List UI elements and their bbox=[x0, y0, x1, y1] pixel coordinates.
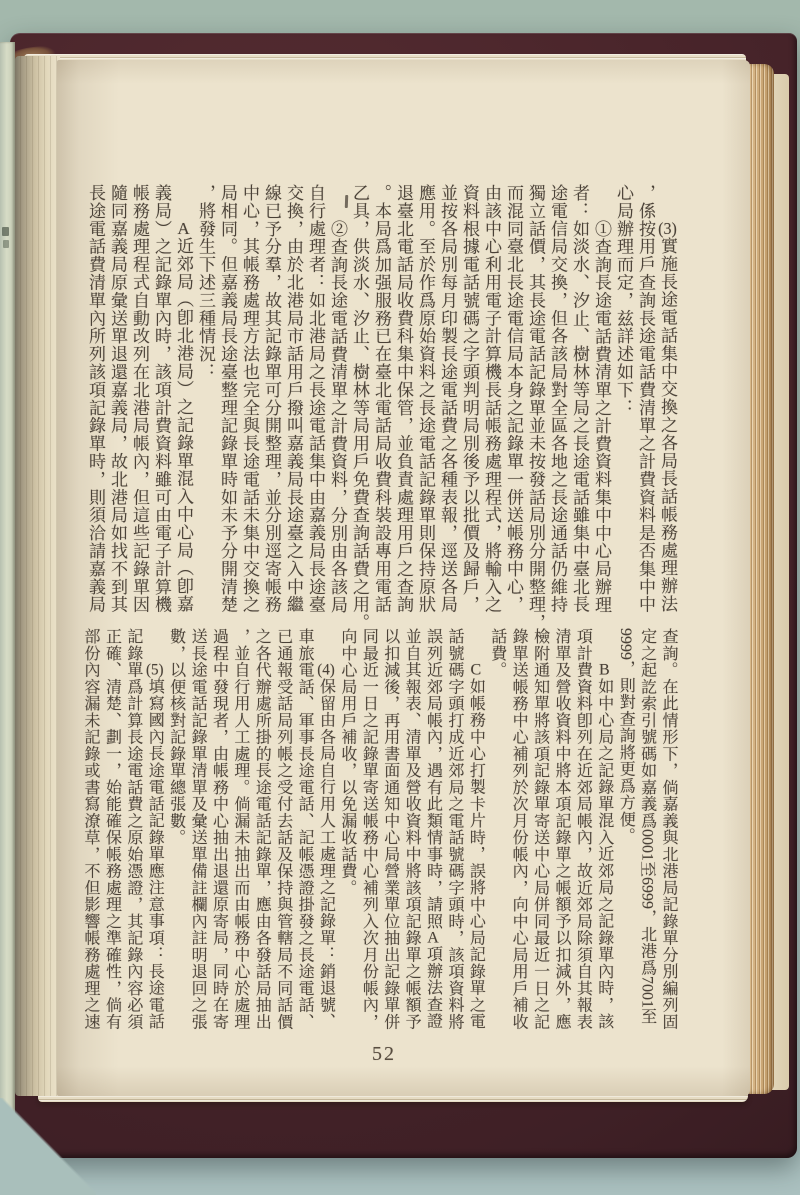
text-segment: 0001至6999 bbox=[638, 829, 656, 910]
text-column bbox=[272, 628, 293, 1040]
text-column bbox=[370, 184, 392, 624]
text-segment: B bbox=[598, 661, 610, 678]
text-segment: 保留由各局自行用人工處理之記錄單：銷退號、 bbox=[317, 677, 335, 1030]
text-segment: 9999 bbox=[617, 628, 635, 660]
text-column bbox=[636, 628, 657, 1040]
text-segment: 線已予分羣，故其記錄單可分開整理，並分別逕寄帳務 bbox=[262, 184, 281, 614]
text-column bbox=[187, 628, 208, 1040]
text-column bbox=[551, 628, 572, 1040]
text-column bbox=[444, 628, 465, 1040]
text-segment: 之各代辦處所掛的長途電話記錄單，應由各發話局抽出 bbox=[253, 628, 271, 1030]
text-segment: (5) bbox=[145, 661, 164, 678]
text-segment: 清單及營收資料中將本項記錄單之帳額予以扣減外，應 bbox=[552, 628, 570, 1030]
text-column bbox=[208, 628, 229, 1040]
text-segment: 過程中發現者，由帳務中心抽出退還原寄局，同時在寄 bbox=[210, 628, 228, 1030]
text-column bbox=[486, 628, 507, 1040]
text-segment: C bbox=[470, 661, 482, 678]
text-segment: 車旅電話、軍事長途電話、記帳憑證掛發之長途電話、 bbox=[296, 628, 314, 1030]
text-segment: 而混同臺北長途電信局本身之記錄單一併送帳務中心， bbox=[504, 184, 523, 614]
text-column bbox=[401, 628, 422, 1040]
text-segment: 局相同。但嘉義局長途臺整理記錄單時如未予分開清楚 bbox=[218, 184, 237, 614]
text-column bbox=[480, 184, 502, 624]
text-segment: 部份內容漏未記錄或書寫潦草，不但影響帳務處理之速 bbox=[82, 628, 100, 1030]
text-column bbox=[150, 184, 172, 624]
text-segment: 帳務處理程式自動改列在北港局帳內，但這些記錄單因 bbox=[130, 184, 149, 614]
text-column bbox=[656, 184, 678, 624]
text-segment: 錄單送帳務中心補列於次月份帳內，向中心局用戶補收 bbox=[510, 628, 528, 1030]
text-segment: 乙具，供淡水、汐止、樹林等局用戶免費查詢話費之用。 bbox=[350, 184, 369, 632]
text-segment: 7001 bbox=[638, 976, 656, 1009]
text-segment: ，則對查詢將更爲方便。 bbox=[617, 660, 635, 845]
text-column bbox=[422, 628, 443, 1040]
text-column bbox=[294, 628, 315, 1040]
text-column bbox=[144, 628, 165, 1040]
text-column bbox=[194, 184, 216, 624]
text-column bbox=[229, 628, 250, 1040]
text-segment: 送長途電話記錄單清單及彙送單備註欄內註明退回之張 bbox=[189, 628, 207, 1030]
text-column bbox=[80, 628, 101, 1040]
page-number: 52 bbox=[372, 1043, 396, 1065]
text-segment: 如帳務中心打製卡片時，誤將中心局記錄單之電 bbox=[467, 677, 485, 1030]
text-segment: 已通報受話局列帳之受付去話及保持與管轄局不同話價 bbox=[274, 628, 292, 1030]
text-segment: 以扣減後，再用書面通知中心局營業單位抽出記錄單併 bbox=[381, 628, 399, 1030]
text-column bbox=[238, 184, 260, 624]
text-segment: 應用。至於作爲原始資料之長途電話記錄單則保持原狀 bbox=[416, 184, 435, 614]
text-segment: 資料根據電話號碼之字頭判明局別後予以批價及歸戶， bbox=[460, 184, 479, 614]
text-column bbox=[436, 184, 458, 624]
text-segment: 檢附通知單將該項記錄單寄送中心局併同最近一日之記 bbox=[531, 628, 549, 1030]
text-segment: 項計費資料卽列在近郊局帳內，故近郊局除須自其報表 bbox=[574, 628, 592, 1030]
text-column bbox=[590, 184, 612, 624]
text-column bbox=[524, 184, 546, 632]
text-segment: 。本局爲加强服務已在臺北電話局收費科裝設專用電話 bbox=[372, 184, 391, 614]
text-segment: ，北港爲 bbox=[638, 909, 656, 977]
text-column bbox=[84, 184, 106, 624]
text-column bbox=[529, 628, 550, 1040]
text-segment: 數，以便核對記錄單總張數。 bbox=[167, 628, 185, 846]
text-segment: (4) bbox=[317, 661, 335, 678]
text-segment: 同最近一日之記錄單寄送帳務中心補列入次月份帳內， bbox=[360, 628, 378, 1030]
adjacent-page-text-fragment bbox=[3, 240, 9, 248]
text-segment: 隨同嘉義局原彙送單退還嘉義局，故北港局如找不到其 bbox=[108, 184, 127, 614]
text-segment: 向中心局用戶補收，以免漏收話費。 bbox=[338, 628, 356, 896]
text-segment: 退臺北電話局收費科集中保管，並負責處理用戶之查詢 bbox=[394, 184, 413, 614]
text-segment: ，係按用戶查詢長途電話費清單之計費資料是否集中中 bbox=[636, 184, 655, 614]
text-segment: 途電信局交換，但各該局對全區各地之長途通話仍維持 bbox=[548, 184, 567, 614]
text-segment: 交換，由於北港局市話用戶撥叫嘉義局長途臺之入中繼 bbox=[284, 184, 303, 614]
text-segment: 定之起訖索引號碼如嘉義爲 bbox=[638, 628, 656, 829]
text-segment: 實施長途電話集中交換之各局長話帳務處理辦法 bbox=[658, 236, 677, 613]
text-column bbox=[458, 184, 480, 624]
text-segment: ，將發生下述三種情況： bbox=[196, 184, 215, 381]
text-column bbox=[348, 184, 370, 632]
text-column bbox=[634, 184, 656, 624]
text-segment: 義局）之記錄單內時，該項計費資料雖可由電子計算機 bbox=[152, 184, 171, 614]
text-column bbox=[414, 184, 436, 624]
text-column bbox=[101, 628, 122, 1040]
text-column bbox=[508, 628, 529, 1040]
text-column bbox=[172, 184, 194, 624]
cover-corner-gap bbox=[0, 1098, 96, 1195]
text-column bbox=[326, 184, 348, 624]
text-column bbox=[465, 628, 486, 1040]
text-segment: 中心，其帳務處理方法也完全與長途電話未集中交換之 bbox=[240, 184, 259, 614]
text-column bbox=[615, 628, 636, 1040]
text-segment: 記錄單爲計算長途電話費之原始憑證，其記錄內容必須 bbox=[124, 628, 142, 1030]
text-column bbox=[337, 628, 358, 1040]
text-column bbox=[216, 184, 238, 624]
text-segment: A bbox=[177, 219, 190, 237]
text-segment: 誤列近郊局帳內，遇有此類情事時，請照 bbox=[424, 628, 442, 930]
text-segment: ②查詢長途電話費清單之計費資料，分別由各該局 bbox=[328, 219, 347, 614]
text-segment: ①查詢長途電話費清單之計費資料集中中心局辦理 bbox=[592, 219, 611, 614]
text-segment: 長途電話費清單內所列該項記錄單時，則須洽請嘉義局 bbox=[86, 184, 105, 614]
print-artifact bbox=[345, 195, 348, 208]
top-text-block bbox=[84, 184, 678, 632]
text-column bbox=[282, 184, 304, 624]
text-segment: A bbox=[427, 929, 439, 946]
binding-gutter bbox=[15, 56, 60, 1096]
facing-page-strip bbox=[0, 42, 15, 1122]
text-segment: 話號碼字頭打成近郊局之電話號碼字頭時，該項資料將 bbox=[445, 628, 463, 1030]
text-column bbox=[260, 184, 282, 624]
text-column bbox=[658, 628, 679, 1040]
text-segment: 填寫國內長途電話記錄單應注意事項：長途電話 bbox=[146, 677, 164, 1030]
text-column bbox=[106, 184, 128, 624]
text-segment: 自行處理者：如北港局之長途電話集中由嘉義局長途臺 bbox=[306, 184, 325, 614]
text-column bbox=[304, 184, 326, 624]
text-segment: 者：如淡水、汐止、樹林等局之長途電話雖集中臺北長 bbox=[570, 184, 589, 614]
text-column bbox=[122, 628, 143, 1040]
text-column bbox=[572, 628, 593, 1040]
text-column bbox=[128, 184, 150, 624]
text-segment: 正確、清楚、劃一，始能確保帳務處理之準確性，倘有 bbox=[103, 628, 121, 1030]
text-segment: 近郊局（卽北港局）之記錄單混入中心局（卽嘉 bbox=[174, 236, 193, 613]
text-column bbox=[502, 184, 524, 624]
text-column bbox=[612, 184, 634, 624]
text-segment: 心局辦理而定，兹詳述如下： bbox=[614, 184, 633, 417]
text-segment: 如中心局之記錄單混入近郊局之記錄單內時，該 bbox=[595, 677, 613, 1030]
text-column bbox=[392, 184, 414, 624]
text-segment: ，並自行用人工處理。倘漏未抽出而由帳務中心於處理 bbox=[231, 628, 249, 1030]
bottom-text-block bbox=[79, 628, 679, 1040]
text-column bbox=[546, 184, 568, 624]
text-column bbox=[315, 628, 336, 1040]
text-column bbox=[379, 628, 400, 1040]
text-column bbox=[568, 184, 590, 624]
text-segment: 項辦法查證 bbox=[424, 945, 442, 1030]
text-column bbox=[165, 628, 186, 1040]
text-column bbox=[251, 628, 272, 1040]
text-segment: 至 bbox=[638, 1008, 656, 1025]
text-segment: (3) bbox=[658, 219, 677, 237]
adjacent-page-text-fragment bbox=[2, 227, 9, 236]
text-segment: 並自其報表、清單及營收資料中將該項記錄單之帳額予 bbox=[403, 628, 421, 1030]
text-column bbox=[358, 628, 379, 1040]
text-segment: 查詢。在此情形下，倘嘉義與北港局記錄單分別編列固 bbox=[660, 628, 677, 1030]
text-segment: 並按各局別每月印製長途電話費之各種表報，逕送各局 bbox=[438, 184, 457, 614]
text-segment: 由該中心利用電子計算機長話帳務處理程式，將輸入之 bbox=[482, 184, 501, 614]
text-segment: 獨立話價，其長途電話記錄單並未按發話局別分開整理， bbox=[526, 184, 545, 632]
text-column bbox=[593, 628, 614, 1040]
text-segment: 話費。 bbox=[488, 628, 506, 679]
